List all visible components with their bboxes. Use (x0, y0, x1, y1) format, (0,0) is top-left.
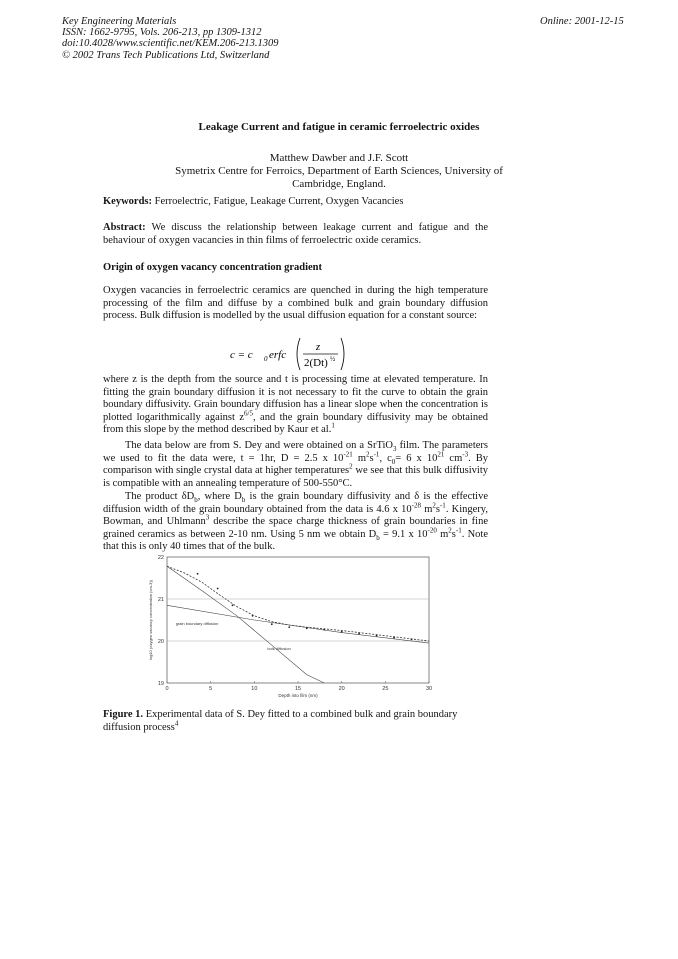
x-tick-label: 25 (382, 686, 389, 692)
x-axis-label: Depth into film (nm) (278, 693, 318, 698)
p4-text: s (435, 503, 440, 515)
data-point (376, 635, 378, 637)
journal-header (62, 16, 279, 61)
journal-name: Key Engineering Materials (62, 16, 177, 27)
data-point (411, 638, 413, 640)
p4-text: The product δD (125, 491, 195, 502)
data-point (197, 573, 199, 575)
x-tick-label: 0 (165, 686, 169, 692)
paragraph-2 (103, 374, 488, 437)
p3-sup: -3 (462, 450, 469, 458)
p3-text: = 6 x 10 (395, 452, 438, 464)
affiliation-line-2: Cambridge, England. (292, 178, 386, 190)
p2-text: , and the grain boundary diffusivity may be obtained from this slope by the method described by Kaur et al. (103, 411, 489, 435)
ref-1: 1 (331, 421, 335, 430)
p3-text: m (352, 452, 366, 464)
p3-text: s (369, 452, 374, 464)
ref-2: 2 (349, 462, 353, 471)
keywords (103, 196, 488, 209)
abstract-text: We discuss the relationship between leakage current and fatigue and the behaviour of oxygen vacancies in thin films of ferroelectric oxide ceramics. (103, 222, 489, 246)
diffusion-equation (228, 334, 368, 374)
figure-caption (103, 709, 488, 734)
keywords-text: Ferroelectric, Fatigue, Leakage Current, Oxygen Vacancies (154, 196, 404, 207)
copyright-line: © 2002 Trans Tech Publications Ltd, Switzerland (62, 49, 270, 61)
doi-line: doi:10.4028/www.scientific.net/KEM.206-213.1309 (62, 38, 279, 50)
data-point (358, 633, 360, 635)
y-tick-label: 21 (157, 597, 164, 603)
p4-sup: -1 (439, 501, 446, 509)
p3-sup: -21 (343, 450, 353, 458)
p3-sup: 2 (366, 450, 370, 458)
p3-sup: 21 (437, 450, 445, 458)
p3-text: cm (444, 452, 463, 464)
eq-exponent: ½ (330, 355, 336, 363)
series-line-combined-fit (167, 566, 429, 641)
eq-sub: 0 (264, 355, 268, 363)
p3-sup: -1 (373, 450, 380, 458)
ref-3: 3 (205, 513, 210, 522)
online-date: Online: 2001-12-15 (540, 16, 624, 27)
p4-sup: 2 (432, 501, 436, 509)
x-tick-label: 15 (294, 686, 302, 692)
p4-text: . Kingery, Bowman, and Uhlmann (103, 503, 488, 527)
p4-text: , where D (197, 491, 242, 502)
eq-func: erfc (269, 349, 287, 361)
annotation-label: bulk diffusion (267, 646, 291, 652)
eq-numerator: z (315, 341, 321, 353)
paper-title: Leakage Current and fatigue in ceramic ferroelectric oxides (198, 121, 480, 133)
ref-4: 4 (174, 719, 179, 727)
x-tick-label: 20 (338, 686, 345, 692)
eq-denominator: 2(Dt) (304, 357, 328, 369)
p4-sup: 2 (448, 526, 452, 534)
authors: Matthew Dawber and J.F. Scott (269, 152, 409, 164)
y-tick-label: 19 (157, 681, 164, 687)
p4-sup: -28 (411, 501, 422, 509)
p4-text: m (421, 503, 433, 515)
section-heading: Origin of oxygen vacancy concentration gradient (103, 262, 323, 273)
p4-text: is the grain boundary diffusivity and δ is the effective diffusion width of the grain boundary obtained from the data is 4.6 x 10 (103, 491, 489, 515)
p4-sub: b (376, 533, 380, 542)
p4-sup: -20 (427, 526, 437, 534)
data-point (232, 604, 234, 606)
y-tick-label: 20 (157, 639, 164, 645)
p3-text: . By comparison with single crystal data at higher temperatures (103, 452, 489, 476)
p3-text: we see that this bulk diffusivity is compatible with an annealing temperature of 500-550°C. (103, 465, 488, 489)
data-point (306, 628, 308, 630)
p3-text: film. The parameters we used to fit the data were, t = 1hr, D = 2.5 x 10 (103, 440, 488, 464)
affiliation-line-1: Symetrix Centre for Ferroics, Department of Earth Sciences, University of (175, 165, 503, 177)
p2-text: where z is the depth from the source and t is processing time at elevated temperature. In fitting the grain boundary diffusion it is not necessary to fit the curve to obtain the grain boundary diffusivity. Grain boundary diffusion has a linear slope when the concentration is plotted logarithmically against z (103, 374, 488, 423)
plot-frame (167, 557, 429, 683)
data-point (393, 637, 395, 639)
data-point (252, 615, 254, 617)
p3-sub: 3 (393, 445, 397, 454)
data-point (323, 629, 325, 631)
data-point (271, 623, 273, 625)
data-point (217, 588, 219, 590)
eq-lhs: c = c (230, 349, 253, 361)
x-tick-label: 5 (209, 686, 213, 692)
p4-text: m (436, 528, 449, 540)
issn-line: ISSN: 1662-9795, Vols. 206-213, pp 1309-1312 (62, 27, 262, 39)
abstract-label: Abstract: (103, 222, 146, 233)
p4-sub: b (194, 496, 198, 505)
p4-text: describe the space charge thickness of grain boundaries in fine grained ceramics as between 2-10 nm. Using 5 nm we obtain D (103, 516, 489, 540)
data-point (288, 626, 290, 628)
paragraph-3 (103, 440, 488, 490)
p4-sup: -1 (455, 526, 462, 534)
p4-text: . Note that this is only 40 times that of the bulk. (103, 528, 488, 552)
y-axis-label: log10 (oxygen vacancy concentration (cm-3)) (148, 579, 153, 661)
y-tick-label: 22 (157, 555, 164, 561)
paragraph-4 (103, 491, 488, 554)
data-point (341, 631, 343, 633)
figure-1-chart (147, 552, 437, 704)
figure-caption-text: Experimental data of S. Dey fitted to a combined bulk and grain boundary diffusion process (103, 709, 458, 733)
figure-label: Figure 1. (103, 709, 144, 720)
p2-sup: 6/5 (244, 409, 253, 417)
author-block (0, 152, 678, 191)
x-tick-label: 30 (425, 686, 433, 692)
keywords-label: Keywords: (103, 196, 152, 207)
p4-sub: b (241, 496, 246, 505)
p4-text: = 9.1 x 10 (379, 528, 428, 540)
p3-text: The data below are from S. Dey and were obtained on a SrTiO (125, 440, 394, 451)
p4-text: s (451, 528, 456, 540)
p3-text: , c (379, 452, 392, 464)
abstract (103, 222, 488, 247)
annotation-label: grain boundary diffusion (175, 621, 219, 627)
p3-sub: 0 (391, 457, 396, 466)
paragraph-1: Oxygen vacancies in ferroelectric ceramics are quenched in during the high temperature processing of the film and diffuse by a combined bulk and grain boundary diffusion process. Bulk diffusion is modelled by the usual diffusion equation for a constant source: (103, 285, 488, 321)
x-tick-label: 10 (251, 686, 258, 692)
